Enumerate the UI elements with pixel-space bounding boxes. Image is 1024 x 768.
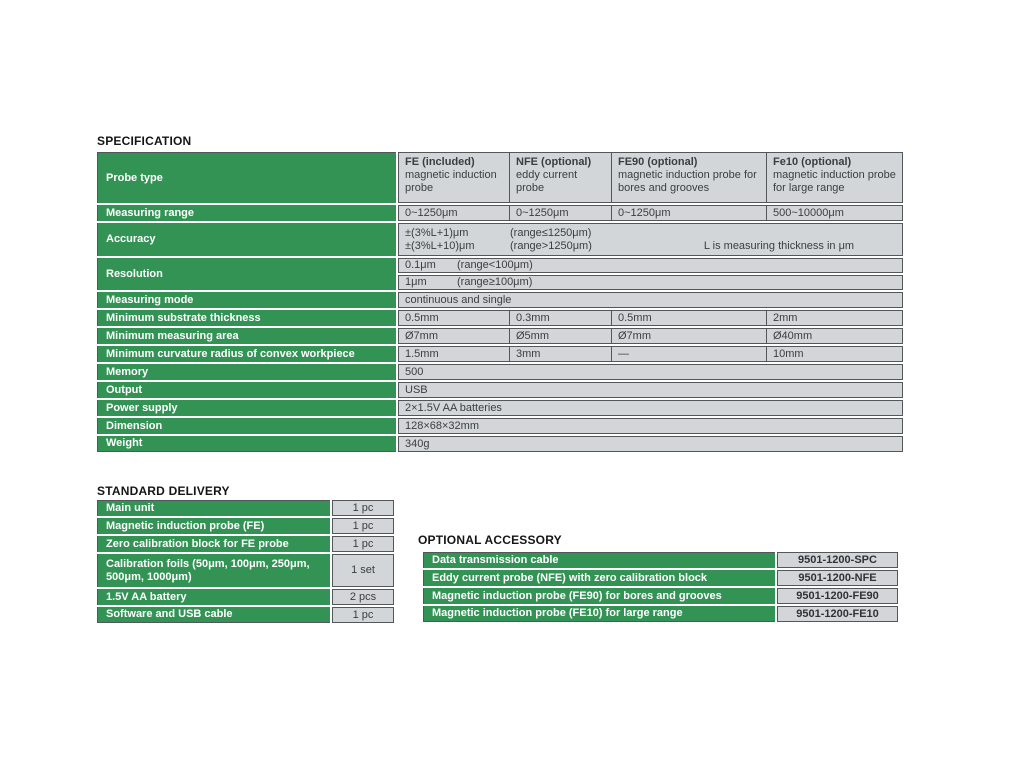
sd-item-fe-probe: Magnetic induction probe (FE)	[97, 518, 330, 534]
resolution-row-2	[398, 275, 903, 290]
spec-row-probe-type	[97, 152, 903, 203]
sd-row-calibration-foils	[97, 554, 394, 587]
power-supply-label: Power supply	[97, 400, 396, 416]
min-area-label: Minimum measuring area	[97, 328, 396, 344]
sd-row-software	[97, 607, 394, 623]
weight-value: 340g	[398, 436, 903, 452]
output-cells	[398, 382, 903, 398]
min-substrate-label: Minimum substrate thickness	[97, 310, 396, 326]
probe-fe-title: FE (included)	[405, 156, 475, 168]
measuring-range-fe10: 500~10000μm	[767, 205, 903, 221]
probe-fe10-desc: magnetic induction probe for large range	[773, 169, 896, 194]
accuracy-line-1	[405, 227, 896, 240]
sd-qty-zero-block: 1 pc	[332, 536, 394, 552]
min-curvature-cells	[398, 346, 903, 362]
oa-row-fe10-probe	[423, 606, 898, 622]
min-curvature-nfe: 3mm	[510, 346, 612, 362]
spec-row-min-area	[97, 328, 903, 344]
weight-label: Weight	[97, 436, 396, 452]
accuracy-note: L is measuring thickness in μm	[703, 239, 855, 252]
min-curvature-fe: 1.5mm	[398, 346, 510, 362]
resolution-value-2: 1μm	[405, 276, 427, 288]
spec-row-power-supply	[97, 400, 903, 416]
oa-part-data-cable: 9501-1200-SPC	[777, 552, 898, 568]
probe-col-fe90	[612, 152, 767, 203]
sd-item-calibration-foils: Calibration foils (50μm, 100μm, 250μm, 500μm, 1000μm)	[97, 554, 330, 587]
sd-qty-fe-probe: 1 pc	[332, 518, 394, 534]
sd-item-battery: 1.5V AA battery	[97, 589, 330, 605]
dimension-label: Dimension	[97, 418, 396, 434]
accuracy-formula-2: ±(3%L+10)μm	[405, 239, 475, 252]
sd-item-main-unit: Main unit	[97, 500, 330, 516]
measuring-range-cells	[398, 205, 903, 221]
oa-row-nfe-probe	[423, 570, 898, 586]
sd-qty-main-unit: 1 pc	[332, 500, 394, 516]
sd-qty-software: 1 pc	[332, 607, 394, 623]
power-supply-cells	[398, 400, 903, 416]
min-area-cells	[398, 328, 903, 344]
min-area-fe10: Ø40mm	[767, 328, 903, 344]
specification-table	[97, 152, 903, 454]
measuring-mode-value: continuous and single	[398, 292, 903, 308]
accuracy-label: Accuracy	[97, 223, 396, 256]
min-area-fe90: Ø7mm	[612, 328, 767, 344]
resolution-label: Resolution	[97, 258, 396, 290]
power-supply-value: 2×1.5V AA batteries	[398, 400, 903, 416]
memory-label: Memory	[97, 364, 396, 380]
min-curvature-fe90: —	[612, 346, 767, 362]
memory-cells	[398, 364, 903, 380]
sd-qty-calibration-foils: 1 set	[332, 554, 394, 587]
min-substrate-cells	[398, 310, 903, 326]
probe-nfe-title: NFE (optional)	[516, 156, 592, 168]
sd-item-zero-block: Zero calibration block for FE probe	[97, 536, 330, 552]
probe-type-label: Probe type	[97, 152, 396, 203]
probe-col-fe	[398, 152, 510, 203]
min-substrate-fe90: 0.5mm	[612, 310, 767, 326]
probe-nfe-desc: eddy current probe	[516, 169, 578, 194]
min-substrate-fe: 0.5mm	[398, 310, 510, 326]
resolution-row-1	[398, 258, 903, 273]
probe-col-fe10	[767, 152, 903, 203]
oa-part-nfe-probe: 9501-1200-NFE	[777, 570, 898, 586]
output-label: Output	[97, 382, 396, 398]
accuracy-line-2	[405, 240, 896, 253]
sd-row-zero-block	[97, 536, 394, 552]
optional-accessory-heading: OPTIONAL ACCESSORY	[418, 533, 562, 547]
spec-row-output	[97, 382, 903, 398]
oa-part-fe10-probe: 9501-1200-FE10	[777, 606, 898, 622]
accuracy-value-cell	[398, 223, 903, 256]
oa-item-nfe-probe: Eddy current probe (NFE) with zero calibration block	[423, 570, 775, 586]
probe-fe90-desc: magnetic induction probe for bores and grooves	[618, 169, 757, 194]
measuring-range-fe: 0~1250μm	[398, 205, 510, 221]
measuring-range-fe90: 0~1250μm	[612, 205, 767, 221]
sd-item-software: Software and USB cable	[97, 607, 330, 623]
min-curvature-fe10: 10mm	[767, 346, 903, 362]
spec-row-measuring-range	[97, 205, 903, 221]
min-area-nfe: Ø5mm	[510, 328, 612, 344]
spec-row-weight	[97, 436, 903, 452]
spec-row-memory	[97, 364, 903, 380]
measuring-range-label: Measuring range	[97, 205, 396, 221]
resolution-value-1: 0.1μm	[405, 259, 436, 271]
probe-fe-desc: magnetic induction probe	[405, 169, 497, 194]
min-substrate-nfe: 0.3mm	[510, 310, 612, 326]
min-curvature-label: Minimum curvature radius of convex workpiece	[97, 346, 396, 362]
measuring-range-nfe: 0~1250μm	[510, 205, 612, 221]
resolution-cells	[398, 258, 903, 290]
oa-part-fe90-probe: 9501-1200-FE90	[777, 588, 898, 604]
weight-cells	[398, 436, 903, 452]
measuring-mode-cells	[398, 292, 903, 308]
probe-fe90-title: FE90 (optional)	[618, 156, 698, 168]
sd-row-fe-probe	[97, 518, 394, 534]
accuracy-formula-1: ±(3%L+1)μm	[405, 226, 469, 239]
standard-delivery-heading: STANDARD DELIVERY	[97, 484, 230, 498]
memory-value: 500	[398, 364, 903, 380]
probe-type-cells	[398, 152, 903, 203]
oa-row-data-cable	[423, 552, 898, 568]
output-value: USB	[398, 382, 903, 398]
measuring-mode-label: Measuring mode	[97, 292, 396, 308]
accuracy-cells	[398, 223, 903, 256]
probe-col-nfe	[510, 152, 612, 203]
oa-item-data-cable: Data transmission cable	[423, 552, 775, 568]
dimension-cells	[398, 418, 903, 434]
sd-row-battery	[97, 589, 394, 605]
standard-delivery-table	[97, 500, 394, 625]
spec-row-resolution	[97, 258, 903, 290]
accuracy-note-spacer	[662, 227, 896, 240]
spec-row-dimension	[97, 418, 903, 434]
optional-accessory-table	[423, 552, 898, 624]
spec-row-min-substrate	[97, 310, 903, 326]
spec-row-min-curvature	[97, 346, 903, 362]
oa-item-fe90-probe: Magnetic induction probe (FE90) for bores and grooves	[423, 588, 775, 604]
sd-qty-battery: 2 pcs	[332, 589, 394, 605]
specification-heading: SPECIFICATION	[97, 134, 192, 148]
spec-row-accuracy	[97, 223, 903, 256]
oa-item-fe10-probe: Magnetic induction probe (FE10) for large range	[423, 606, 775, 622]
sd-row-main-unit	[97, 500, 394, 516]
resolution-range-1: (range<100μm)	[457, 259, 533, 271]
accuracy-range-2: (range>1250μm)	[510, 239, 592, 252]
resolution-range-2: (range≥100μm)	[457, 276, 533, 288]
min-area-fe: Ø7mm	[398, 328, 510, 344]
accuracy-range-1: (range≤1250μm)	[510, 226, 592, 239]
min-substrate-fe10: 2mm	[767, 310, 903, 326]
spec-row-measuring-mode	[97, 292, 903, 308]
probe-fe10-title: Fe10 (optional)	[773, 156, 852, 168]
dimension-value: 128×68×32mm	[398, 418, 903, 434]
oa-row-fe90-probe	[423, 588, 898, 604]
